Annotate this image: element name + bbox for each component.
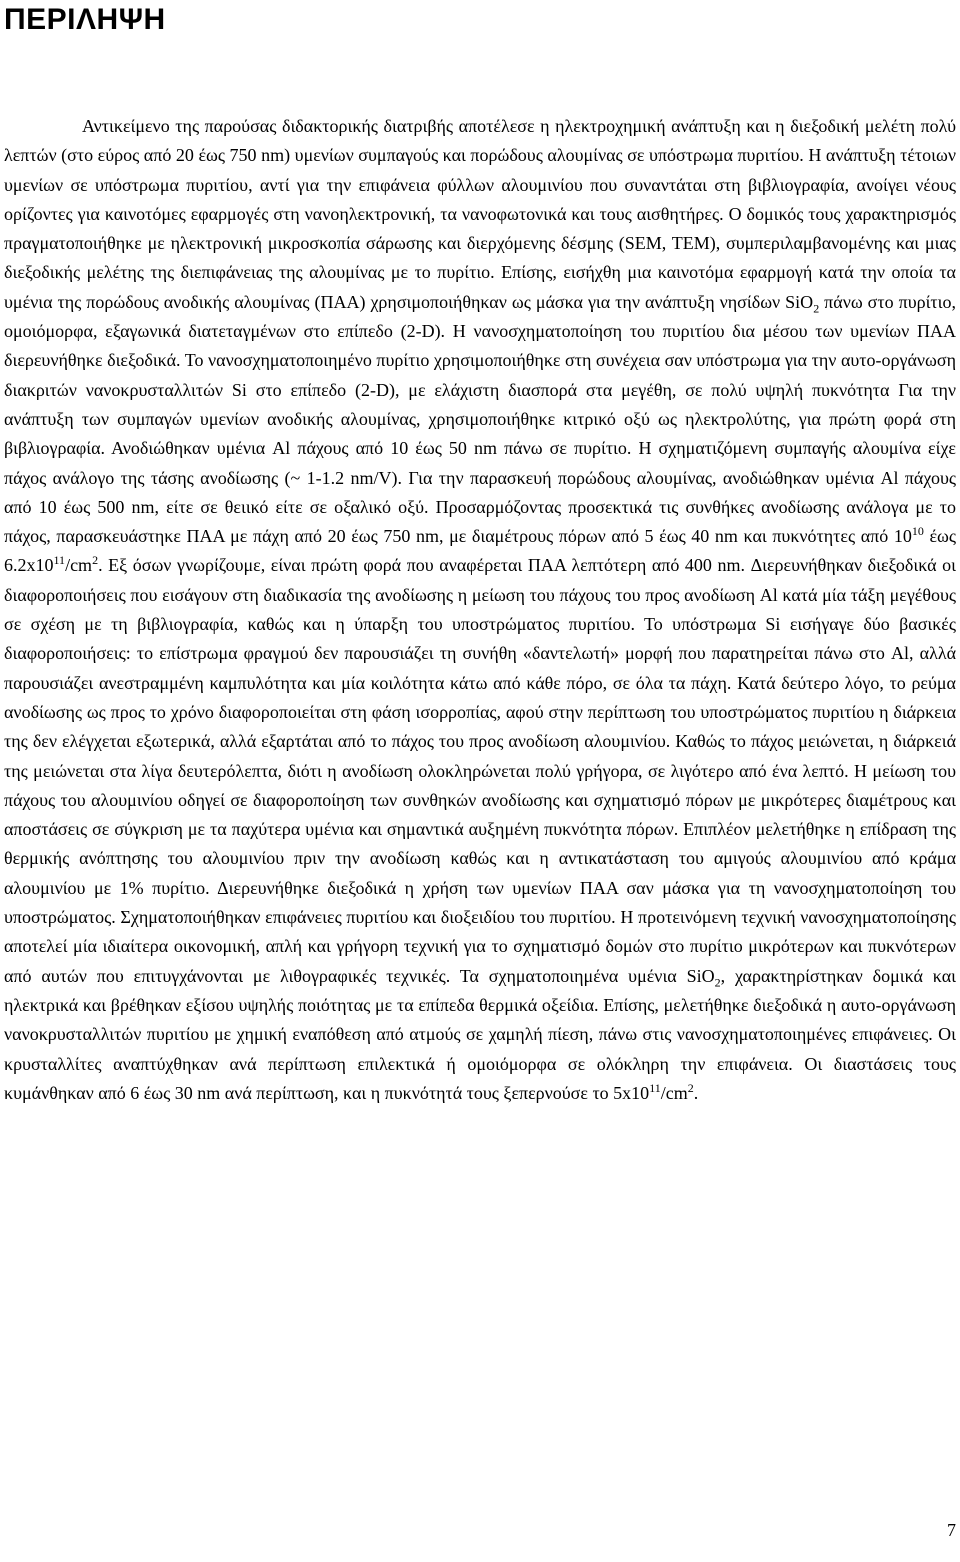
subscript: 2 [714, 975, 721, 990]
abstract-paragraph [4, 112, 956, 1108]
text-run: . Εξ όσων γνωρίζουμε, είναι πρώτη φορά που αναφέρεται ΠΑΑ λεπτότερη από 400 nm. Διερευνήθηκαν διεξοδικά οι διαφοροποιήσεις που εισάγουν στη διαδικασία της ανοδίωσης η μείωση του πάχους του προς ανοδίωση Al κατά μία τάξη μεγέθους σε σχέση με τη βιβλιογραφία, καθώς και η ύπαρξη του υποστρώματος πυριτίου. Το υπόστρωμα Si εισήγαγε δύο βασικές διαφοροποιήσεις: το επίστρωμα φραγμού δεν παρουσιάζει τη συνήθη «δαντελωτή» μορφή που παρατηρείται πάνω στο Al, αλλά παρουσιάζει ανεστραμμένη καμπυλότητα και μία κοιλότητα κάτω από κάθε πόρο, σε όλα τα πάχη. Κατά δεύτερο λόγο, το ρεύμα ανοδίωσης ως προς το χρόνο διαφοροποιείται στη φάση ισορροπίας, αφού στην περίπτωση του υποστρώματος πυριτίου η διάρκεια της δεν ελέγχεται εξωτερικά, αλλά εξαρτάται από το πάχος του προς ανοδίωση αλουμινίου. Καθώς το πάχος μειώνεται, η διάρκειά της μειώνεται στα λίγα δευτερόλεπτα, διότι η ανοδίωση ολοκληρώνεται πολύ γρήγορα, σε λιγότερο από ένα λεπτό. Η μείωση του πάχους του αλουμινίου οδηγεί σε διαφοροποίηση των συνθηκών ανοδίωσης και σχηματισμό πόρων με μικρότερες διαμέτρους και αποστάσεις σε σύγκριση με τα παχύτερα υμένια και σημαντικά αυξημένη πυκνότητα πόρων. Επιπλέον μελετήθηκε η επίδραση της θερμικής ανόπτησης του αλουμινίου πριν την ανοδίωση καθώς και η αντικατάσταση του αμιγούς αλουμινίου από κράμα αλουμινίου με 1% πυρίτιο. Διερευνήθηκε διεξοδικά η χρήση των υμενίων ΠΑΑ σαν μάσκα για τη νανοσχηματοποίηση του υποστρώματος. Σχηματοποιήθηκαν επιφάνειες πυριτίου και διοξειδίου του πυριτίου. Η προτεινόμενη τεχνική νανοσχηματοποίησης αποτελεί μία ιδιαίτερα οικονομική, απλή και γρήγορη τεχνική για το σχηματισμό δομών στο πυρίτιο μικρότερων και πυκνότερων από αυτών που επιτυγχάνονται με λιθογραφικές τεχνικές. Τα σχηματοποιημένα υμένια SiO [4, 555, 956, 986]
text-run: Αντικείμενο της παρούσας διδακτορικής διατριβής αποτέλεσε η ηλεκτροχημική ανάπτυξη και η διεξοδική μελέτη πολύ λεπτών (στο εύρος από 20 έως 750 nm) υμενίων συμπαγούς και πορώδους αλουμίνας σε υπόστρωμα πυριτίου. Η ανάπτυξη τέτοιων υμενίων σε υπόστρωμα πυριτίου, αντί για την επιφάνεια φύλλων αλουμινίου που συναντάται στη βιβλιογραφία, ανοίγει νέους ορίζοντες για καινοτόμες εφαρμογές στη νανοηλεκτρονική, τα νανοφωτονικά και τους αισθητήρες. Ο δομικός τους χαρακτηρισμός πραγματοποιήθηκε με ηλεκτρονική μικροσκοπία σάρωσης και διερχόμενης δέσμης (SEM, TEM), συμπεριλαμβανομένης και μιας διεξοδικής μελέτης της διεπιφάνειας της αλουμίνας με το πυρίτιο. Επίσης, εισήχθη μια καινοτόμα εφαρμογή κατά την οποία τα υμένια της πορώδους ανοδικής αλουμίνας (ΠΑΑ) χρησιμοποιήθηκαν ως μάσκα για την ανάπτυξη νησίδων SiO [4, 116, 956, 312]
text-run: έως 6.2x10 [4, 526, 956, 576]
superscript: 2 [687, 1080, 694, 1095]
superscript: 11 [53, 553, 66, 568]
superscript: 10 [911, 524, 924, 539]
superscript: 2 [92, 553, 99, 568]
text-run: /cm [65, 555, 93, 576]
text-run: /cm [660, 1082, 688, 1103]
text-run: πάνω στο πυρίτιο, ομοιόμορφα, εξαγωνικά διατεταγμένων στο επίπεδο (2-D). Η νανοσχηματοποίηση του πυριτίου δια μέσου των υμενίων ΠΑΑ διερευνήθηκε διεξοδικά. Το νανοσχηματοποιημένο πυρίτιο χρησιμοποιήθηκε στη συνέχεια σαν υπόστρωμα για την αυτο-οργάνωση διακριτών νανοκρυσταλλιτών Si στο επίπεδο (2-D), με ελάχιστη διασπορά στα μεγέθη, σε πολύ υψηλή πυκνότητα Για την ανάπτυξη των συμπαγών υμενίων ανοδικής αλουμίνας, χρησιμοποιήθηκε κιτρικό οξύ ως ηλεκτρολύτης, για πρώτη φορά στη βιβλιογραφία. Ανοδιώθηκαν υμένια Al πάχους από 10 έως 50 nm πάνω σε πυρίτιο. Η σχηματιζόμενη συμπαγής αλουμίνα είχε πάχος ανάλογο της τάσης ανοδίωσης (~ 1-1.2 nm/V). Για την παρασκευή πορώδους αλουμίνας, ανοδιώθηκαν υμένια Al πάχους από 10 έως 500 nm, είτε σε θειικό είτε σε οξαλικό οξύ. Προσαρμόζοντας προσεκτικά τις συνθήκες ανοδίωσης ανάλογα με το πάχος, παρασκευάστηκε ΠΑΑ με πάχη από 20 έως 750 nm, με διαμέτρους πόρων από 5 έως 40 nm και πυκνότητες από 10 [4, 291, 957, 547]
superscript: 11 [649, 1080, 661, 1095]
text-run: . [693, 1082, 699, 1103]
subscript: 2 [813, 301, 820, 316]
page-title: ΠΕΡΙΛΗΨΗ [4, 3, 166, 36]
page-number: 7 [947, 1520, 956, 1540]
text-run: , χαρακτηρίστηκαν δομικά και ηλεκτρικά και βρέθηκαν εξίσου υψηλής ποιότητας με τα επίπεδα θερμικά οξείδια. Επίσης, μελετήθηκε διεξοδικά η αυτο-οργάνωση νανοκρυσταλλιτών πυριτίου με χημική εναπόθεση από ατμούς σε χαμηλή πίεση, πάνω στις νανοσχηματοποιημένες επιφάνειες. Οι κρυσταλλίτες αναπτύχθηκαν ανά περίπτωση επιλεκτικά ή ομοιόμορφα σε ολόκληρη την επιφάνεια. Οι διαστάσεις τους κυμάνθηκαν από 6 έως 30 nm ανά περίπτωση, και η πυκνότητά τους ξεπερνούσε το 5x10 [4, 965, 956, 1103]
